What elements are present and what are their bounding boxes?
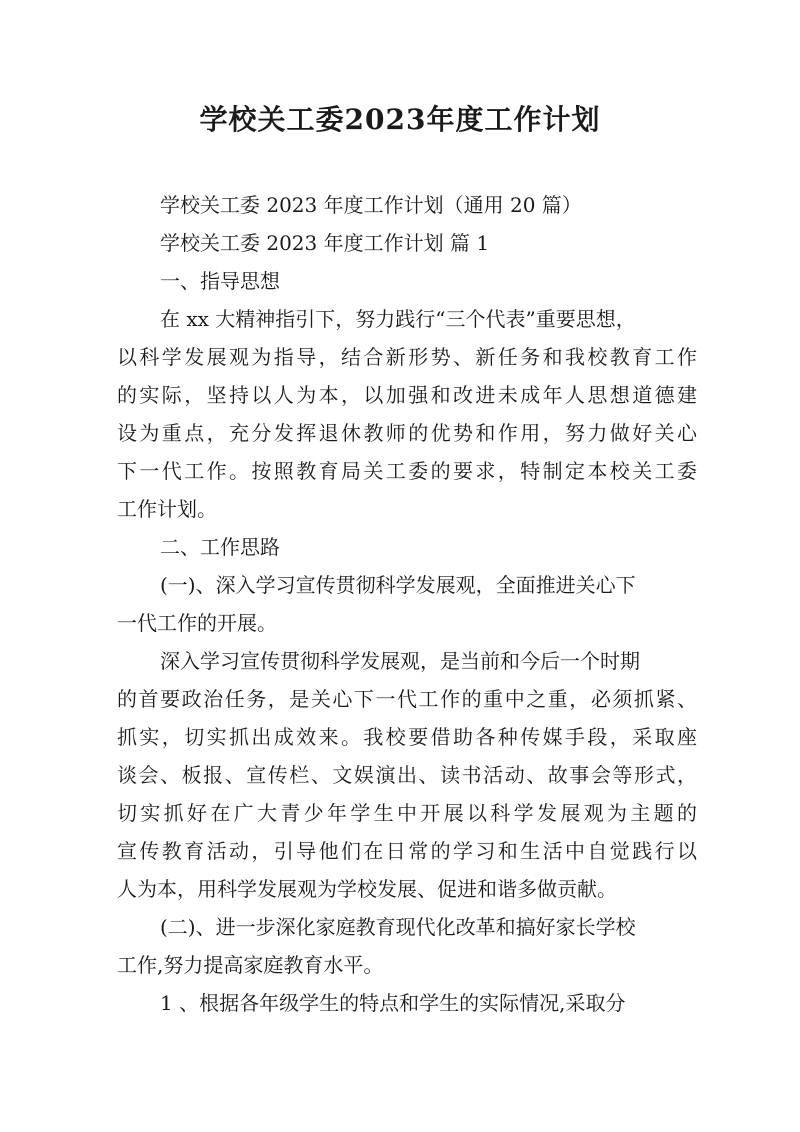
- paragraph-line: 1 、根据各年级学生的特点和学生的实际情况,采取分: [160, 991, 626, 1015]
- paragraph-line: 在 xx 大精神指引下，努力践行“三个代表”重要思想，: [160, 307, 636, 331]
- paragraph-line: 深入学习宣传贯彻科学发展观，是当前和今后一个时期: [160, 649, 640, 673]
- subheading-line: 工作,努力提高家庭教育水平。: [117, 953, 384, 977]
- paragraph-line: 人为本，用科学发展观为学校发展、促进和谐多做贡献。: [117, 877, 617, 901]
- document-title: 学校关工委2023年度工作计划: [199, 103, 601, 136]
- paragraph-line: 的首要政治任务，是关心下一代工作的重中之重，必须抓紧、: [117, 687, 697, 711]
- heading-work-approach: 二、工作思路: [160, 535, 280, 559]
- paragraph-line: 以科学发展观为指导，结合新形势、新任务和我校教育工作: [117, 345, 697, 369]
- paragraph-line: 抓实，切实抓出成效来。我校要借助各种传媒手段，采取座: [117, 725, 697, 749]
- paragraph-line: 的实际，坚持以人为本，以加强和改进未成年人思想道德建: [117, 383, 697, 407]
- paragraph-line: 切实抓好在广大青少年学生中开展以科学发展观为主题的: [117, 801, 697, 825]
- heading-guiding-thought: 一、指导思想: [160, 269, 280, 293]
- paragraph-line: 工作计划。: [117, 497, 217, 521]
- paragraph-line: 设为重点，充分发挥退休教师的优势和作用，努力做好关心: [117, 421, 697, 445]
- paragraph-line: 下一代工作。按照教育局关工委的要求，特制定本校关工委: [117, 459, 697, 483]
- subheading-line: (二)、进一步深化家庭教育现代化改革和搞好家长学校: [160, 915, 636, 939]
- section-heading: 学校关工委 2023 年度工作计划 篇 1: [160, 231, 490, 255]
- subtitle-line: 学校关工委 2023 年度工作计划（通用 20 篇）: [160, 193, 582, 217]
- paragraph-line: 宣传教育活动，引导他们在日常的学习和生活中自觉践行以: [117, 839, 697, 863]
- subheading-line: (一)、深入学习宣传贯彻科学发展观，全面推进关心下: [160, 573, 636, 597]
- subheading-line: 一代工作的开展。: [117, 611, 277, 635]
- paragraph-line: 谈会、板报、宣传栏、文娱演出、读书活动、故事会等形式，: [117, 763, 697, 787]
